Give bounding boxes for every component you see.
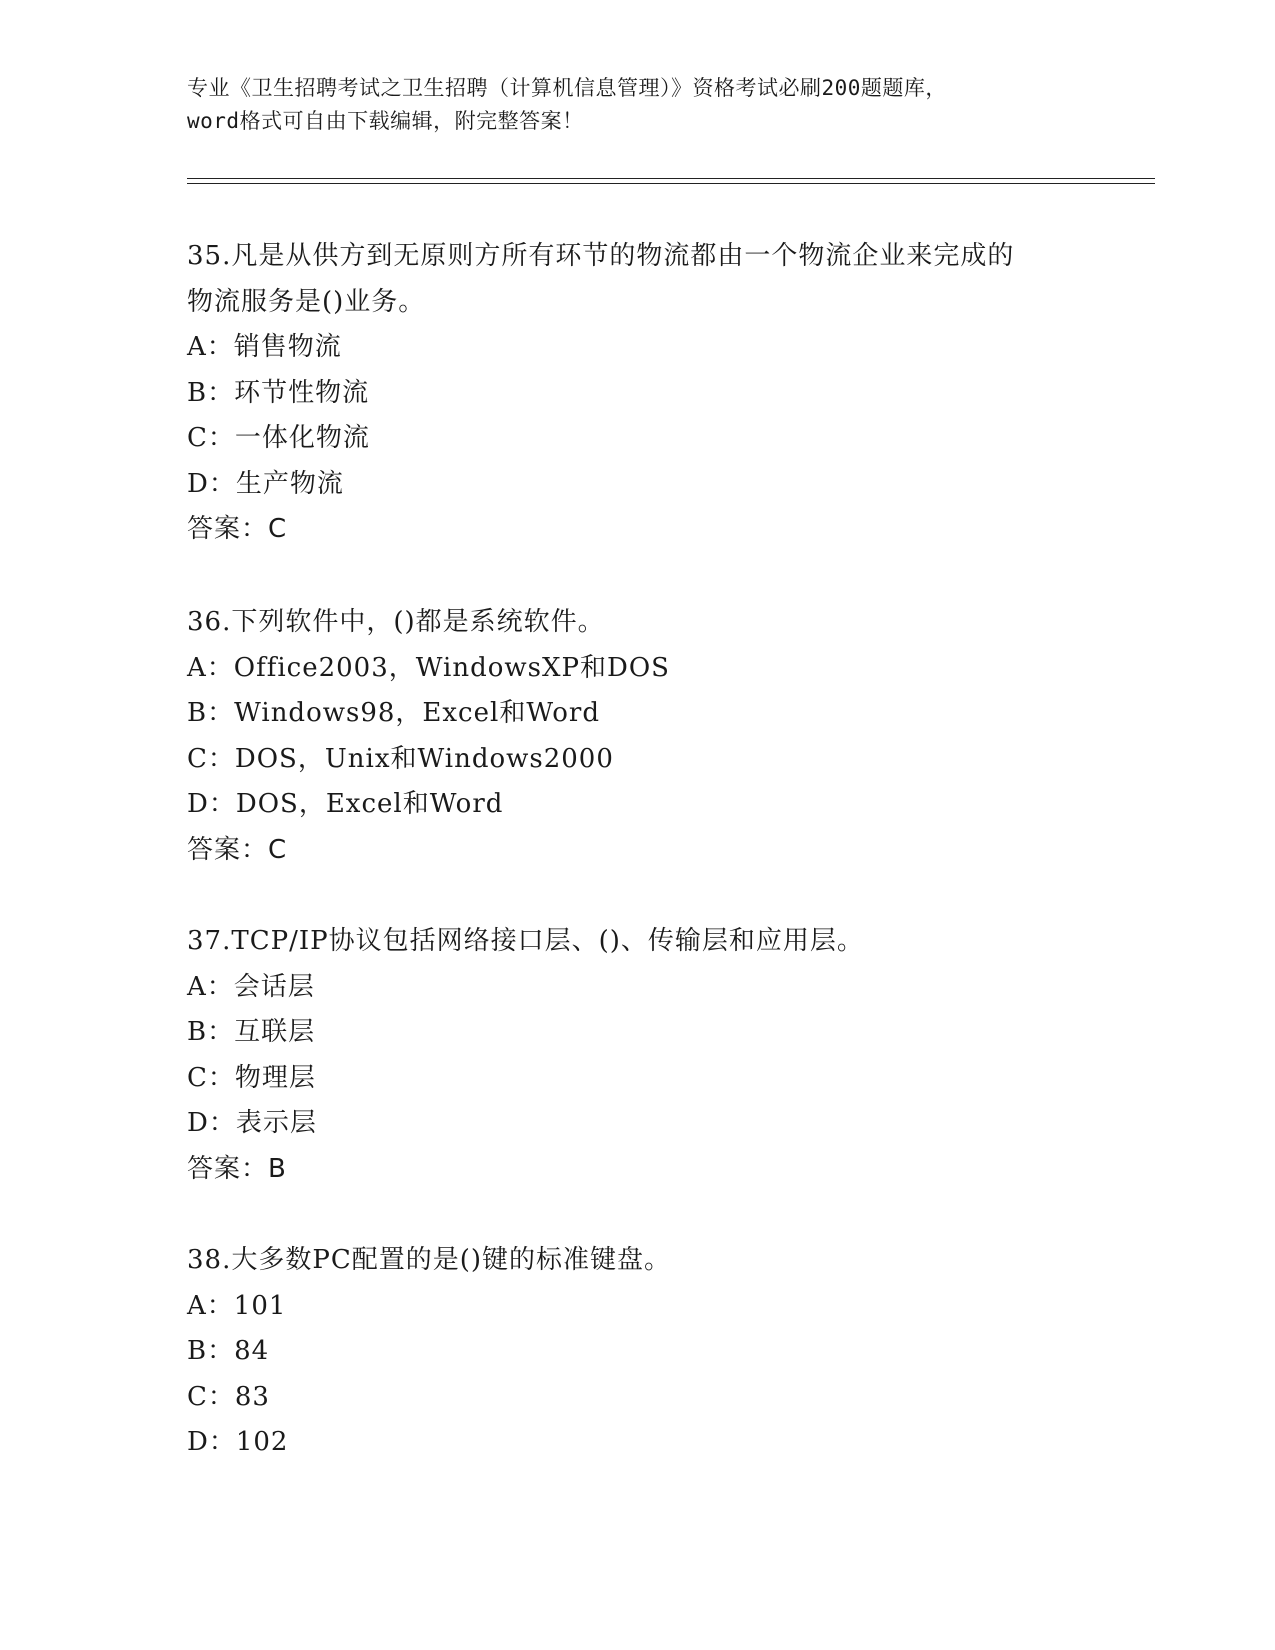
question-stem-line: 38.大多数PC配置的是()键的标准键盘。 xyxy=(187,1245,672,1275)
option-b: B：环节性物流 xyxy=(187,377,370,408)
question-36 xyxy=(187,600,1087,873)
question-38 xyxy=(187,1238,1087,1466)
option-d: D：生产物流 xyxy=(187,468,344,499)
question-stem-line: 35.凡是从供方到无原则方所有环节的物流都由一个物流企业来完成的 xyxy=(187,241,1015,271)
question-stem-line: 36.下列软件中，()都是系统软件。 xyxy=(187,607,605,637)
header-divider-bottom xyxy=(187,183,1155,184)
question-stem-line: 37.TCP/IP协议包括网络接口层、()、传输层和应用层。 xyxy=(187,926,864,956)
option-a: A：Office2003，WindowsXP和DOS xyxy=(187,652,670,683)
option-b: B：互联层 xyxy=(187,1017,316,1047)
option-c: C：83 xyxy=(187,1381,270,1412)
answer-line: 答案：C xyxy=(187,514,288,544)
header-title-line-2: word格式可自由下载编辑，附完整答案！ xyxy=(187,109,584,133)
option-a: A：销售物流 xyxy=(187,332,342,362)
option-b: B：84 xyxy=(187,1336,270,1366)
option-a: A：会话层 xyxy=(187,971,315,1002)
answer-line: 答案：C xyxy=(187,834,288,865)
question-stem-line: 物流服务是()业务。 xyxy=(187,286,426,317)
answer-line: 答案：B xyxy=(187,1153,287,1184)
option-c: C：物理层 xyxy=(187,1062,316,1093)
document-header xyxy=(187,72,1087,138)
header-divider-top xyxy=(187,178,1155,179)
question-35 xyxy=(187,234,1087,553)
option-d: D：DOS，Excel和Word xyxy=(187,789,504,819)
header-title-line-1: 专业《卫生招聘考试之卫生招聘（计算机信息管理）》资格考试必刷200题题库， xyxy=(187,76,947,100)
option-d: D：102 xyxy=(187,1427,289,1457)
option-d: D：表示层 xyxy=(187,1108,317,1138)
option-a: A：101 xyxy=(187,1290,287,1321)
option-b: B：Windows98，Excel和Word xyxy=(187,698,601,728)
option-c: C：DOS，Unix和Windows2000 xyxy=(187,743,614,774)
option-c: C：一体化物流 xyxy=(187,423,370,453)
question-37 xyxy=(187,919,1087,1192)
